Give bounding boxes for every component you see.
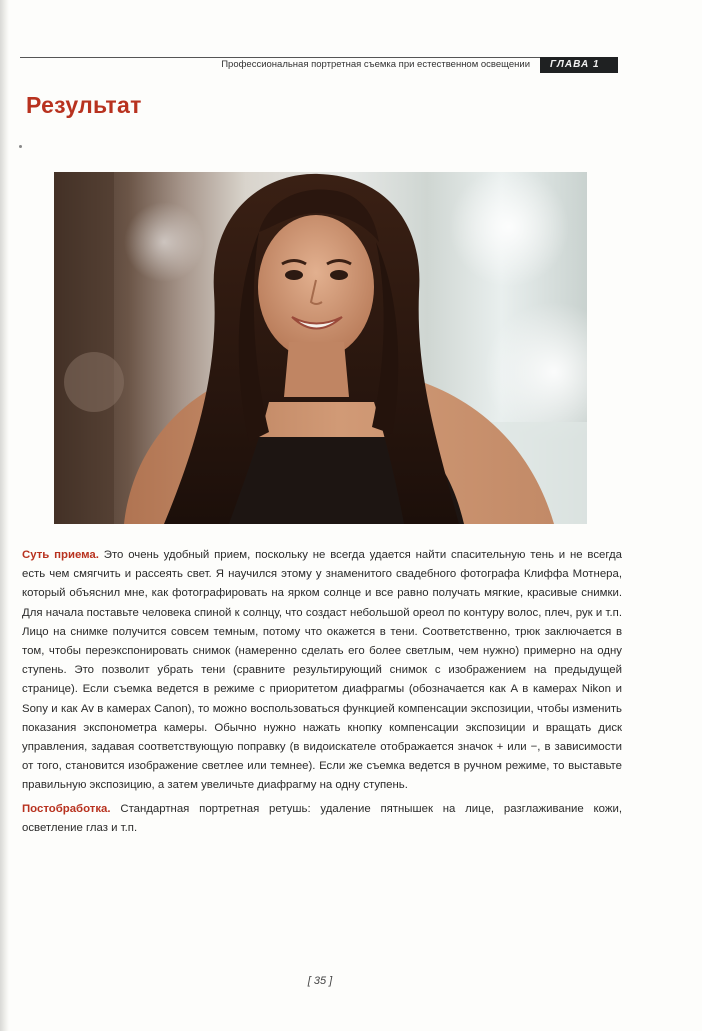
margin-mark — [19, 145, 22, 148]
paragraph-text: Стандартная портретная ретушь: удаление пятнышек на лице, разглаживание кожи, осветление глаз и т.п. — [22, 802, 622, 834]
page-number: [ 35 ] — [307, 975, 333, 987]
body-text — [22, 546, 622, 842]
paragraph-text: Это очень удобный прием, поскольку не всегда удается найти спасительную тень и не всегда есть чем смягчить и рассеять свет. Я научился этому у знаменитого свадебного фотографа Клиффа Мотнера, который объяснил мне, как фотографировать на ярком солнце и все равно получать мягкие, красивые снимки. Для начала поставьте человека спиной к солнцу, что создаст небольшой ореол по контуру волос, плеч, рук и т.п. Лицо на снимке получится совсем темным, потому что окажется в тени. Соответственно, трюк заключается в том, чтобы переэкспонировать снимок (намеренно сделать его более светлым, чем нужно) примерно на одну ступень. Это позволит убрать тени (сравните результирующий снимок с изображением на предыдущей странице). Если съемка ведется в режиме с приоритетом диафрагмы (обозначается как A в камерах Nikon и Sony и как Av в камерах Canon), то можно воспользоваться функцией компенсации экспозиции, чтобы изменить показания экспонометра камеры. Обычно нужно нажать кнопку компенсации экспозиции и вращать диск управления, задавая соответствующую поправку (в видоискателе отображается значок + или −, в зависимости от того, становится изображение светлее или темнее). Если же съемка ведется в ручном режиме, то выставьте правильную экспозицию, а затем увеличьте диафрагму на одну ступень. — [22, 549, 622, 792]
portrait-photo — [54, 172, 587, 524]
smiling-woman-portrait-icon — [54, 172, 587, 524]
paragraph-lead: Суть приема. — [22, 549, 99, 561]
running-title: Профессиональная портретная съемка при естественном освещении — [221, 59, 530, 70]
header-rule — [20, 57, 616, 58]
page-spine-shadow — [0, 0, 9, 1031]
paragraph-technique — [22, 546, 622, 796]
chapter-badge: ГЛАВА 1 — [540, 57, 618, 73]
paragraph-lead: Постобработка. — [22, 802, 111, 815]
paragraph-postprocessing — [22, 800, 622, 838]
section-heading: Результат — [26, 92, 142, 118]
